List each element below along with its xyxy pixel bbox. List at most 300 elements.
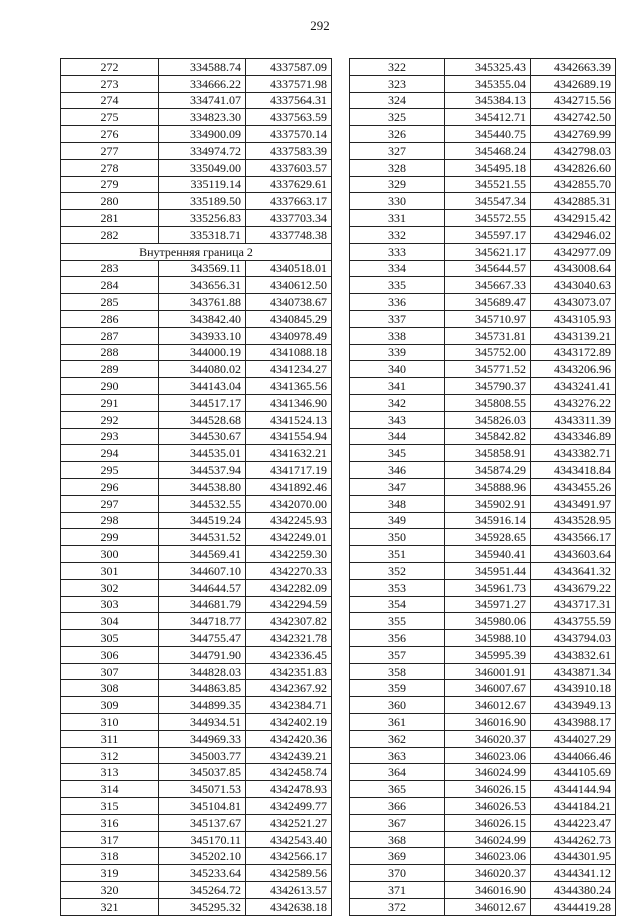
point-number: 302 — [61, 579, 159, 596]
coordinate-y: 4342259.30 — [246, 546, 332, 563]
table-row — [350, 142, 616, 159]
coordinate-x: 346023.06 — [445, 747, 531, 764]
table-row — [61, 378, 332, 395]
table-row — [350, 126, 616, 143]
section-label: Внутренняя граница 2 — [61, 243, 332, 260]
coordinate-x: 346024.99 — [445, 831, 531, 848]
table-row — [350, 478, 616, 495]
coordinate-y: 4342855.70 — [531, 176, 616, 193]
coordinates-table-left — [60, 58, 332, 916]
point-number: 309 — [61, 697, 159, 714]
table-row — [61, 428, 332, 445]
coordinate-y: 4342402.19 — [246, 714, 332, 731]
coordinate-x: 345858.91 — [445, 445, 531, 462]
point-number: 321 — [61, 898, 159, 915]
coordinate-y: 4342282.09 — [246, 579, 332, 596]
point-number: 345 — [350, 445, 445, 462]
coordinate-x: 345902.91 — [445, 495, 531, 512]
point-number: 303 — [61, 596, 159, 613]
point-number: 290 — [61, 378, 159, 395]
coordinate-x: 345521.55 — [445, 176, 531, 193]
point-number: 359 — [350, 680, 445, 697]
coordinate-y: 4344419.28 — [531, 898, 616, 915]
table-row — [350, 462, 616, 479]
coordinate-x: 343761.88 — [159, 294, 246, 311]
table-row — [350, 865, 616, 882]
coordinate-x: 334974.72 — [159, 142, 246, 159]
point-number: 280 — [61, 193, 159, 210]
coordinate-x: 345752.00 — [445, 344, 531, 361]
coordinate-x: 345071.53 — [159, 781, 246, 798]
coordinate-x: 345202.10 — [159, 848, 246, 865]
coordinate-y: 4342521.27 — [246, 814, 332, 831]
coordinate-x: 335189.50 — [159, 193, 246, 210]
table-row — [61, 848, 332, 865]
table-row — [350, 747, 616, 764]
coordinate-x: 345771.52 — [445, 361, 531, 378]
coordinate-x: 344934.51 — [159, 714, 246, 731]
coordinate-y: 4342384.71 — [246, 697, 332, 714]
point-number: 282 — [61, 226, 159, 243]
coordinate-y: 4341892.46 — [246, 478, 332, 495]
coordinate-x: 344519.24 — [159, 512, 246, 529]
table-row — [61, 193, 332, 210]
point-number: 320 — [61, 882, 159, 899]
table-row — [350, 546, 616, 563]
coordinate-y: 4340518.01 — [246, 260, 332, 277]
point-number: 295 — [61, 462, 159, 479]
table-row — [350, 529, 616, 546]
coordinate-y: 4342336.45 — [246, 646, 332, 663]
coordinate-y: 4343346.89 — [531, 428, 616, 445]
coordinate-x: 345710.97 — [445, 310, 531, 327]
coordinate-y: 4341088.18 — [246, 344, 332, 361]
coordinate-y: 4342294.59 — [246, 596, 332, 613]
coordinate-y: 4343603.64 — [531, 546, 616, 563]
table-row — [61, 831, 332, 848]
point-number: 294 — [61, 445, 159, 462]
point-number: 287 — [61, 327, 159, 344]
coordinate-y: 4342742.50 — [531, 109, 616, 126]
point-number: 293 — [61, 428, 159, 445]
coordinate-x: 344755.47 — [159, 630, 246, 647]
point-number: 312 — [61, 747, 159, 764]
point-number: 314 — [61, 781, 159, 798]
section-row — [61, 243, 332, 260]
point-number: 272 — [61, 59, 159, 76]
coordinate-y: 4342589.56 — [246, 865, 332, 882]
coordinate-x: 345170.11 — [159, 831, 246, 848]
table-row — [61, 579, 332, 596]
point-number: 355 — [350, 613, 445, 630]
table-row — [350, 714, 616, 731]
point-number: 352 — [350, 562, 445, 579]
point-number: 358 — [350, 663, 445, 680]
point-number: 279 — [61, 176, 159, 193]
table-row — [61, 344, 332, 361]
table-row — [61, 546, 332, 563]
table-row — [61, 277, 332, 294]
coordinate-y: 4342566.17 — [246, 848, 332, 865]
coordinate-x: 345951.44 — [445, 562, 531, 579]
table-row — [350, 378, 616, 395]
coordinate-y: 4342499.77 — [246, 798, 332, 815]
coordinate-y: 4344341.12 — [531, 865, 616, 882]
table-row — [350, 882, 616, 899]
coordinate-y: 4342351.83 — [246, 663, 332, 680]
table-row — [350, 831, 616, 848]
table-row — [350, 512, 616, 529]
table-row — [350, 344, 616, 361]
coordinate-x: 346007.67 — [445, 680, 531, 697]
point-number: 366 — [350, 798, 445, 815]
point-number: 349 — [350, 512, 445, 529]
point-number: 340 — [350, 361, 445, 378]
coordinate-x: 345468.24 — [445, 142, 531, 159]
point-number: 343 — [350, 411, 445, 428]
coordinate-x: 344535.01 — [159, 445, 246, 462]
point-number: 283 — [61, 260, 159, 277]
coordinate-x: 344828.03 — [159, 663, 246, 680]
coordinate-y: 4343382.71 — [531, 445, 616, 462]
coordinate-y: 4343717.31 — [531, 596, 616, 613]
coordinate-x: 344000.19 — [159, 344, 246, 361]
coordinate-y: 4343832.61 — [531, 646, 616, 663]
coordinate-y: 4340845.29 — [246, 310, 332, 327]
point-number: 306 — [61, 646, 159, 663]
point-number: 277 — [61, 142, 159, 159]
point-number: 350 — [350, 529, 445, 546]
table-row — [61, 714, 332, 731]
coordinate-x: 344863.85 — [159, 680, 246, 697]
point-number: 323 — [350, 75, 445, 92]
coordinate-y: 4342769.99 — [531, 126, 616, 143]
coordinates-table-right — [349, 58, 616, 916]
point-number: 308 — [61, 680, 159, 697]
point-number: 335 — [350, 277, 445, 294]
point-number: 368 — [350, 831, 445, 848]
coordinate-x: 346026.15 — [445, 781, 531, 798]
coordinate-x: 343842.40 — [159, 310, 246, 327]
coordinate-x: 345731.81 — [445, 327, 531, 344]
table-row — [61, 865, 332, 882]
table-row — [350, 764, 616, 781]
coordinate-x: 343933.10 — [159, 327, 246, 344]
point-number: 365 — [350, 781, 445, 798]
table-row — [61, 814, 332, 831]
coordinate-y: 4342715.56 — [531, 92, 616, 109]
point-number: 304 — [61, 613, 159, 630]
table-row — [61, 394, 332, 411]
point-number: 334 — [350, 260, 445, 277]
point-number: 346 — [350, 462, 445, 479]
point-number: 324 — [350, 92, 445, 109]
table-row — [61, 462, 332, 479]
coordinate-x: 334741.07 — [159, 92, 246, 109]
coordinate-y: 4341234.27 — [246, 361, 332, 378]
coordinate-y: 4342689.19 — [531, 75, 616, 92]
coordinate-y: 4337703.34 — [246, 210, 332, 227]
point-number: 339 — [350, 344, 445, 361]
table-row — [61, 176, 332, 193]
coordinate-x: 346023.06 — [445, 848, 531, 865]
table-row — [350, 697, 616, 714]
table-row — [61, 159, 332, 176]
table-row — [61, 478, 332, 495]
table-row — [61, 747, 332, 764]
coordinate-x: 344080.02 — [159, 361, 246, 378]
table-row — [350, 428, 616, 445]
coordinate-x: 344899.35 — [159, 697, 246, 714]
coordinate-x: 346026.53 — [445, 798, 531, 815]
point-number: 298 — [61, 512, 159, 529]
table-row — [350, 680, 616, 697]
table-row — [350, 411, 616, 428]
table-row — [61, 798, 332, 815]
coordinate-y: 4343988.17 — [531, 714, 616, 731]
coordinate-y: 4343206.96 — [531, 361, 616, 378]
point-number: 357 — [350, 646, 445, 663]
table-row — [61, 361, 332, 378]
coordinate-x: 345940.41 — [445, 546, 531, 563]
coordinate-x: 345888.96 — [445, 478, 531, 495]
table-row — [350, 663, 616, 680]
table-row — [61, 562, 332, 579]
coordinate-y: 4342915.42 — [531, 210, 616, 227]
point-number: 297 — [61, 495, 159, 512]
coordinate-x: 335256.83 — [159, 210, 246, 227]
table-row — [350, 193, 616, 210]
coordinate-y: 4343755.59 — [531, 613, 616, 630]
coordinate-y: 4343105.93 — [531, 310, 616, 327]
coordinate-x: 345667.33 — [445, 277, 531, 294]
table-row — [350, 848, 616, 865]
coordinate-x: 345325.43 — [445, 59, 531, 76]
table-row — [61, 310, 332, 327]
coordinate-x: 346020.37 — [445, 730, 531, 747]
point-number: 284 — [61, 277, 159, 294]
coordinate-x: 344143.04 — [159, 378, 246, 395]
point-number: 348 — [350, 495, 445, 512]
table-row — [350, 294, 616, 311]
coordinate-x: 344569.41 — [159, 546, 246, 563]
coordinate-x: 335119.14 — [159, 176, 246, 193]
table-row — [350, 445, 616, 462]
coordinate-x: 344517.17 — [159, 394, 246, 411]
table-row — [350, 75, 616, 92]
coordinate-x: 344681.79 — [159, 596, 246, 613]
coordinate-y: 4343139.21 — [531, 327, 616, 344]
point-number: 330 — [350, 193, 445, 210]
point-number: 342 — [350, 394, 445, 411]
table-row — [61, 882, 332, 899]
point-number: 289 — [61, 361, 159, 378]
coordinate-x: 346020.37 — [445, 865, 531, 882]
coordinate-x: 345874.29 — [445, 462, 531, 479]
table-row — [61, 75, 332, 92]
coordinate-x: 345621.17 — [445, 243, 531, 260]
point-number: 336 — [350, 294, 445, 311]
table-row — [350, 361, 616, 378]
table-row — [350, 394, 616, 411]
table-row — [61, 781, 332, 798]
table-row — [61, 294, 332, 311]
point-number: 337 — [350, 310, 445, 327]
table-row — [61, 613, 332, 630]
coordinate-x: 346016.90 — [445, 882, 531, 899]
coordinate-y: 4342321.78 — [246, 630, 332, 647]
point-number: 344 — [350, 428, 445, 445]
coordinate-y: 4343073.07 — [531, 294, 616, 311]
table-row — [61, 109, 332, 126]
coordinate-x: 345440.75 — [445, 126, 531, 143]
coordinate-y: 4337663.17 — [246, 193, 332, 210]
coordinate-y: 4340738.67 — [246, 294, 332, 311]
coordinate-x: 344537.94 — [159, 462, 246, 479]
coordinate-x: 345355.04 — [445, 75, 531, 92]
coordinate-y: 4340978.49 — [246, 327, 332, 344]
point-number: 299 — [61, 529, 159, 546]
coordinate-x: 345980.06 — [445, 613, 531, 630]
coordinate-y: 4342249.01 — [246, 529, 332, 546]
coordinate-x: 335318.71 — [159, 226, 246, 243]
coordinate-y: 4341717.19 — [246, 462, 332, 479]
coordinate-x: 344718.77 — [159, 613, 246, 630]
coordinate-y: 4343008.64 — [531, 260, 616, 277]
coordinate-x: 345003.77 — [159, 747, 246, 764]
table-row — [61, 142, 332, 159]
table-row — [61, 663, 332, 680]
table-row — [350, 226, 616, 243]
point-number: 326 — [350, 126, 445, 143]
point-number: 361 — [350, 714, 445, 731]
table-row — [61, 646, 332, 663]
point-number: 325 — [350, 109, 445, 126]
coordinate-x: 345928.65 — [445, 529, 531, 546]
table-row — [61, 630, 332, 647]
point-number: 329 — [350, 176, 445, 193]
coordinate-y: 4343910.18 — [531, 680, 616, 697]
point-number: 316 — [61, 814, 159, 831]
coordinate-y: 4343794.03 — [531, 630, 616, 647]
point-number: 356 — [350, 630, 445, 647]
point-number: 351 — [350, 546, 445, 563]
table-row — [350, 310, 616, 327]
coordinate-y: 4342367.92 — [246, 680, 332, 697]
point-number: 310 — [61, 714, 159, 731]
coordinate-y: 4344144.94 — [531, 781, 616, 798]
coordinate-y: 4342439.21 — [246, 747, 332, 764]
coordinate-x: 345826.03 — [445, 411, 531, 428]
point-number: 278 — [61, 159, 159, 176]
coordinate-x: 345842.82 — [445, 428, 531, 445]
point-number: 341 — [350, 378, 445, 395]
coordinate-x: 344607.10 — [159, 562, 246, 579]
table-row — [350, 781, 616, 798]
point-number: 274 — [61, 92, 159, 109]
coordinate-x: 334666.22 — [159, 75, 246, 92]
coordinate-x: 346026.15 — [445, 814, 531, 831]
table-row — [350, 243, 616, 260]
coordinate-y: 4337583.39 — [246, 142, 332, 159]
coordinate-y: 4343418.84 — [531, 462, 616, 479]
coordinate-y: 4342946.02 — [531, 226, 616, 243]
point-number: 370 — [350, 865, 445, 882]
coordinate-y: 4343455.26 — [531, 478, 616, 495]
table-row — [61, 680, 332, 697]
coordinate-x: 334900.09 — [159, 126, 246, 143]
point-number: 353 — [350, 579, 445, 596]
page-number: 292 — [310, 18, 330, 33]
coordinate-x: 345384.13 — [445, 92, 531, 109]
point-number: 296 — [61, 478, 159, 495]
point-number: 291 — [61, 394, 159, 411]
coordinate-y: 4342613.57 — [246, 882, 332, 899]
table-row — [61, 764, 332, 781]
point-number: 288 — [61, 344, 159, 361]
table-row — [350, 159, 616, 176]
table-row — [61, 445, 332, 462]
coordinate-y: 4337570.14 — [246, 126, 332, 143]
point-number: 286 — [61, 310, 159, 327]
coordinate-x: 345572.55 — [445, 210, 531, 227]
coordinate-x: 345971.27 — [445, 596, 531, 613]
table-row — [61, 596, 332, 613]
coordinate-y: 4341524.13 — [246, 411, 332, 428]
coordinate-x: 335049.00 — [159, 159, 246, 176]
coordinate-y: 4342543.40 — [246, 831, 332, 848]
point-number: 333 — [350, 243, 445, 260]
table-row — [350, 814, 616, 831]
point-number: 338 — [350, 327, 445, 344]
point-number: 273 — [61, 75, 159, 92]
point-number: 317 — [61, 831, 159, 848]
coordinate-x: 345597.17 — [445, 226, 531, 243]
coordinate-x: 345961.73 — [445, 579, 531, 596]
table-row — [61, 260, 332, 277]
coordinate-y: 4342070.00 — [246, 495, 332, 512]
coordinate-y: 4342638.18 — [246, 898, 332, 915]
coordinate-x: 345264.72 — [159, 882, 246, 899]
point-number: 319 — [61, 865, 159, 882]
coordinate-y: 4342826.60 — [531, 159, 616, 176]
coordinate-y: 4343276.22 — [531, 394, 616, 411]
coordinate-x: 345988.10 — [445, 630, 531, 647]
point-number: 328 — [350, 159, 445, 176]
point-number: 363 — [350, 747, 445, 764]
table-row — [61, 898, 332, 915]
coordinate-y: 4342307.82 — [246, 613, 332, 630]
point-number: 364 — [350, 764, 445, 781]
coordinate-y: 4340612.50 — [246, 277, 332, 294]
table-row — [61, 697, 332, 714]
coordinate-x: 345495.18 — [445, 159, 531, 176]
table-row — [350, 260, 616, 277]
coordinate-y: 4344262.73 — [531, 831, 616, 848]
coordinate-y: 4344223.47 — [531, 814, 616, 831]
coordinate-y: 4337603.57 — [246, 159, 332, 176]
point-number: 307 — [61, 663, 159, 680]
point-number: 275 — [61, 109, 159, 126]
table-row — [350, 59, 616, 76]
coordinate-x: 345137.67 — [159, 814, 246, 831]
coordinate-y: 4341632.21 — [246, 445, 332, 462]
point-number: 285 — [61, 294, 159, 311]
coordinate-x: 345547.34 — [445, 193, 531, 210]
coordinate-x: 345808.55 — [445, 394, 531, 411]
coordinate-x: 346024.99 — [445, 764, 531, 781]
coordinate-x: 344530.67 — [159, 428, 246, 445]
